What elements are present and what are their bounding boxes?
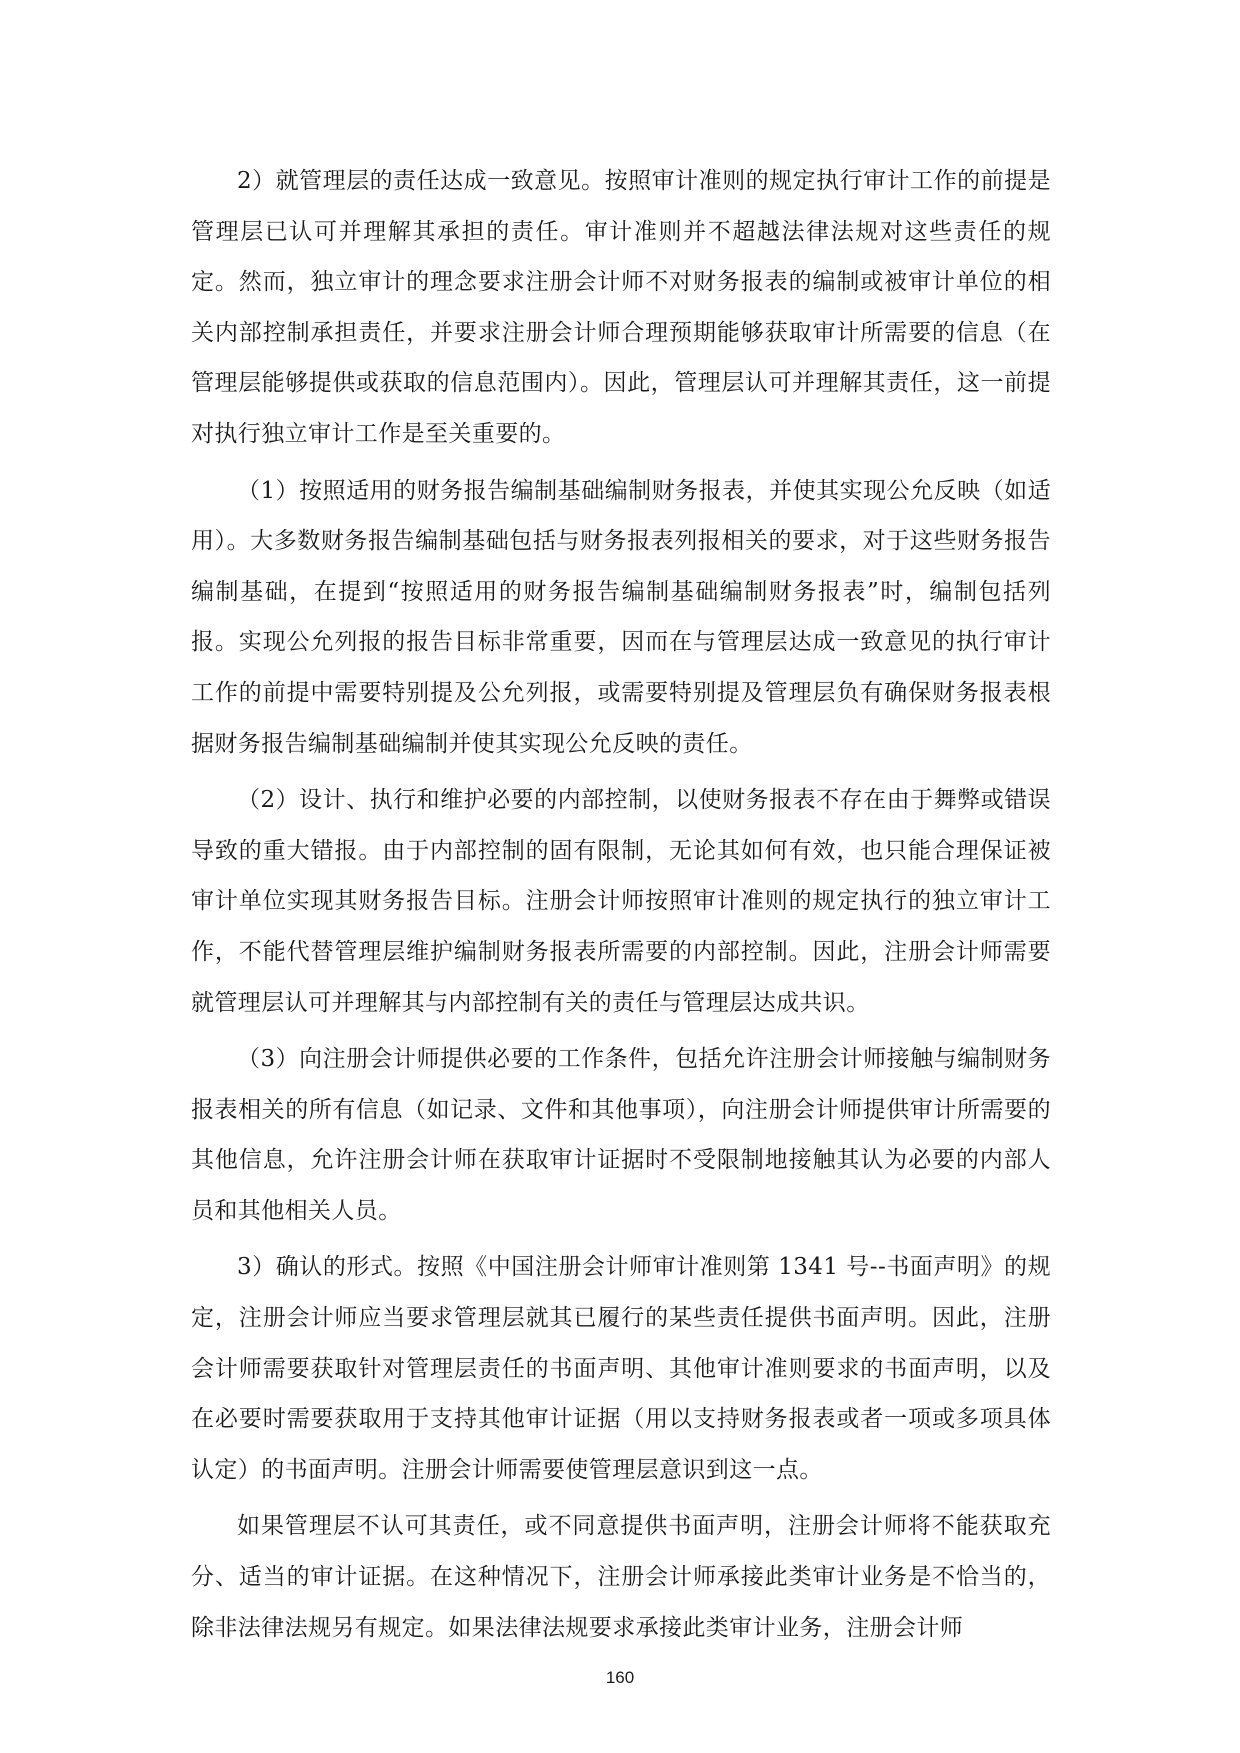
page-number: 160 (605, 1668, 635, 1687)
paragraph-form-of-confirmation: 3）确认的形式。按照《中国注册会计师审计准则第 1341 号--书面声明》的规定，注册会计师应当要求管理层就其已履行的某些责任提供书面声明。因此，注册会计师需要获取针对管理层责任的书面声明、其他审计准则要求的书面声明，以及在必要时需要获取用于支持其他审计证据（用以支持财务报表或者一项或多项具体认定）的书面声明。注册会计师需要使管理层意识到这一点。 (191, 1254, 1051, 1483)
paragraph-item-3-working-conditions: （3）向注册会计师提供必要的工作条件，包括允许注册会计师接触与编制财务报表相关的所有信息（如记录、文件和其他事项），向注册会计师提供审计所需要的其他信息，允许注册会计师在获取审计证据时不受限制地接触其认为必要的内部人员和其他相关人员。 (191, 1046, 1051, 1224)
page-body (191, 156, 1051, 1659)
paragraph-management-responsibility: 2）就管理层的责任达成一致意见。按照审计准则的规定执行审计工作的前提是管理层已认可并理解其承担的责任。审计准则并不超越法律法规对这些责任的规定。然而，独立审计的理念要求注册会计师不对财务报表的编制或被审计单位的相关内部控制承担责任，并要求注册会计师合理预期能够获取审计所需要的信息（在管理层能够提供或获取的信息范围内）。因此，管理层认可并理解其责任，这一前提对执行独立审计工作是至关重要的。 (191, 168, 1051, 447)
paragraph-item-1-fair-presentation: （1）按照适用的财务报告编制基础编制财务报表，并使其实现公允反映（如适用）。大多数财务报告编制基础包括与财务报表列报相关的要求，对于这些财务报告编制基础，在提到“按照适用的财务报告编制基础编制财务报表”时，编制包括列报。实现公允列报的报告目标非常重要，因而在与管理层达成一致意见的执行审计工作的前提中需要特别提及公允列报，或需要特别提及管理层负有确保财务报表根据财务报告编制基础编制并使其实现公允反映的责任。 (191, 477, 1051, 757)
paragraph-management-not-acknowledging: 如果管理层不认可其责任，或不同意提供书面声明，注册会计师将不能获取充分、适当的审计证据。在这种情况下，注册会计师承接此类审计业务是不恰当的，除非法律法规另有规定。如果法律法规要求承接此类审计业务，注册会计师 (191, 1513, 1051, 1641)
paragraph-item-2-internal-control: （2）设计、执行和维护必要的内部控制，以使财务报表不存在由于舞弊或错误导致的重大错报。由于内部控制的固有限制，无论其如何有效，也只能合理保证被审计单位实现其财务报告目标。注册会计师按照审计准则的规定执行的独立审计工作，不能代替管理层维护编制财务报表所需要的内部控制。因此，注册会计师需要就管理层认可并理解其与内部控制有关的责任与管理层达成共识。 (191, 787, 1051, 1016)
